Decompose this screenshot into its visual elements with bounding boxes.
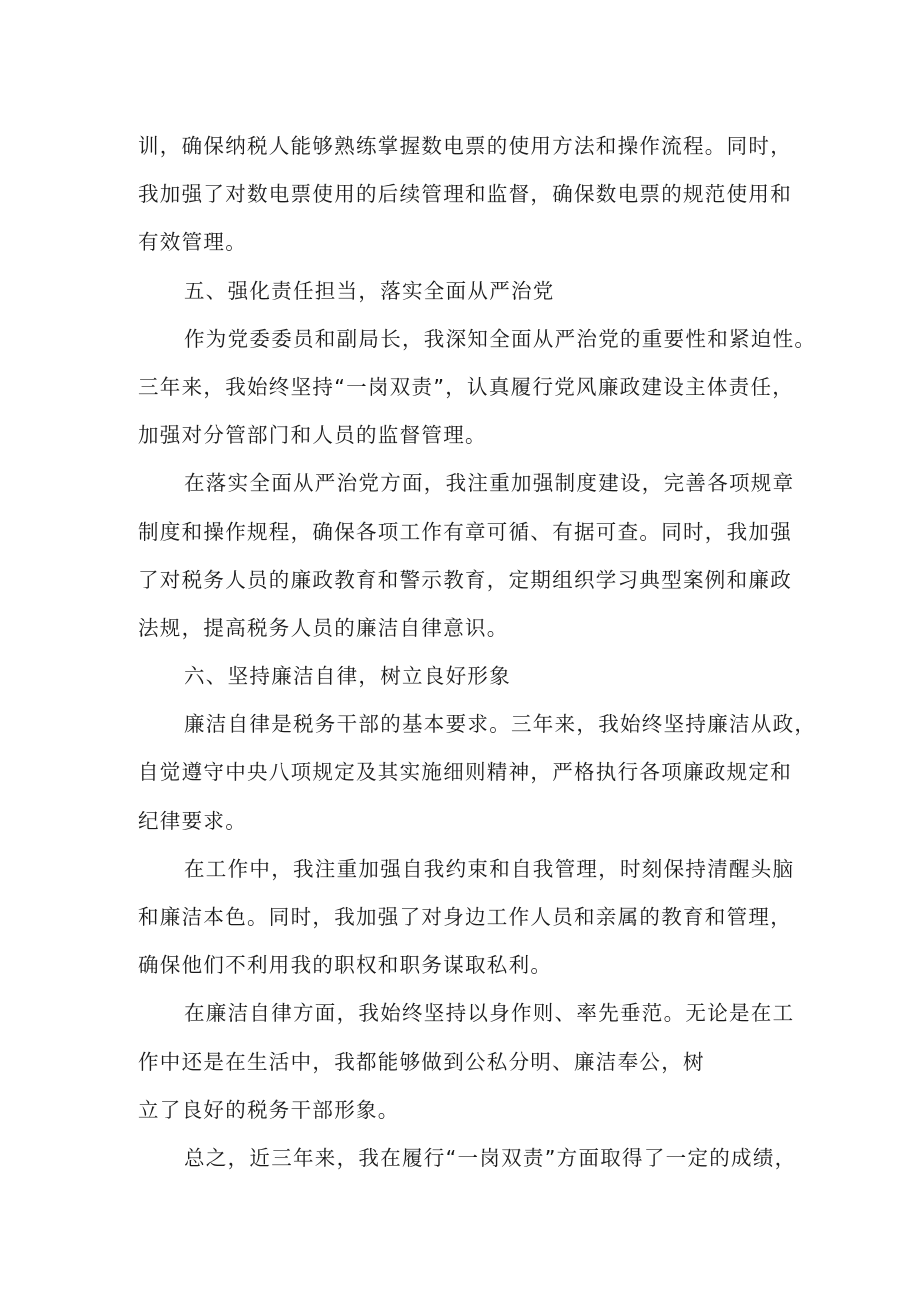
text-line: 自觉遵守中央八项规定及其实施细则精神，严格执行各项廉政规定和 — [138, 760, 792, 785]
text-line: 纪律要求。 — [138, 808, 247, 833]
text-line: 在工作中，我注重加强自我约束和自我管理，时刻保持清醒头脑 — [184, 856, 795, 881]
text-line: 立了良好的税务干部形象。 — [138, 1097, 400, 1122]
text-line: 我加强了对数电票使用的后续管理和监督，确保数电票的规范使用和 — [138, 182, 792, 207]
text-line: 加强对分管部门和人员的监督管理。 — [138, 423, 487, 448]
text-line: 和廉洁本色。同时，我加强了对身边工作人员和亲属的教育和管理， — [138, 905, 792, 929]
document-body — [138, 122, 828, 1182]
text-line: 作为党委委员和副局长，我深知全面从严治党的重要性和紧迫性。 — [184, 326, 817, 351]
text-line: 制度和操作规程，确保各项工作有章可循、有据可查。同时，我加强 — [138, 519, 792, 544]
text-line: 训，确保纳税人能够熟练掌握数电票的使用方法和操作流程。同时， — [138, 134, 792, 158]
text-line: 五、强化责任担当，落实全面从严治党 — [184, 278, 555, 303]
text-line: 了对税务人员的廉政教育和警示教育，定期组织学习典型案例和廉政 — [138, 567, 792, 592]
text-line: 六、坚持廉洁自律，树立良好形象 — [184, 664, 511, 689]
text-line: 三年来，我始终坚持“一岗双责”，认真履行党风廉政建设主体责任， — [138, 374, 795, 399]
text-line: 在落实全面从严治党方面，我注重加强制度建设，完善各项规章 — [184, 471, 795, 496]
text-line: 确保他们不利用我的职权和职务谋取私利。 — [138, 953, 553, 978]
text-line: 总之，近三年来，我在履行“一岗双责”方面取得了一定的成绩， — [184, 1145, 797, 1170]
text-line: 有效管理。 — [138, 230, 247, 255]
text-line: 在廉洁自律方面，我始终坚持以身作则、率先垂范。无论是在工 — [184, 1001, 795, 1026]
text-line: 廉洁自律是税务干部的基本要求。三年来，我始终坚持廉洁从政， — [184, 712, 817, 737]
text-line: 法规，提高税务人员的廉洁自律意识。 — [138, 615, 509, 640]
text-line: 作中还是在生活中，我都能够做到公私分明、廉洁奉公，树 — [138, 1049, 705, 1074]
